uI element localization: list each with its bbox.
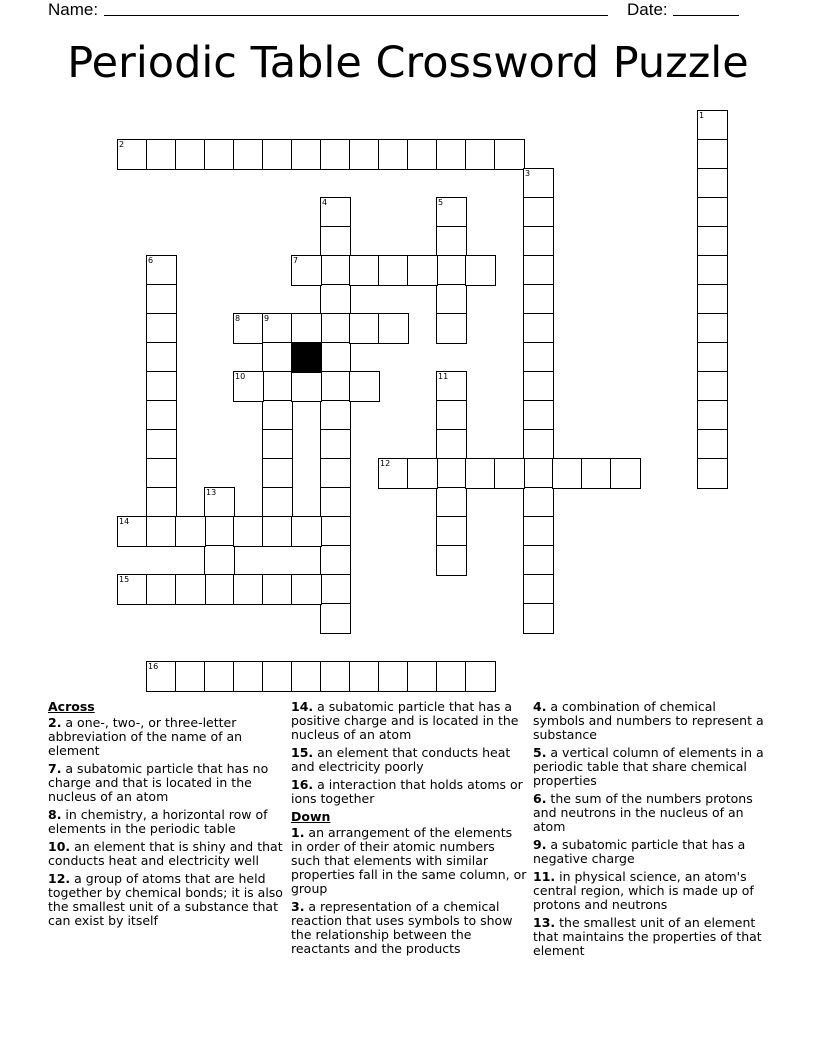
crossword-cell[interactable]	[204, 516, 235, 547]
crossword-cell[interactable]	[233, 516, 264, 547]
crossword-cell[interactable]	[378, 661, 409, 692]
crossword-cell[interactable]	[320, 226, 351, 257]
crossword-cell[interactable]	[436, 545, 467, 576]
crossword-cell[interactable]	[407, 139, 438, 170]
crossword-cell[interactable]	[233, 574, 264, 605]
down-heading: Down	[291, 809, 331, 824]
crossword-cell[interactable]	[320, 487, 351, 518]
crossword-cell[interactable]	[204, 487, 235, 518]
page-title: Periodic Table Crossword Puzzle	[67, 38, 749, 88]
clue-down: 9. a subatomic particle that has a negative charge	[533, 837, 746, 866]
clue-down: 4. a combination of chemical symbols and numbers to represent a substance	[533, 699, 764, 742]
crossword-cell[interactable]	[320, 574, 351, 605]
clue-number: 4	[322, 198, 328, 207]
crossword-cell[interactable]	[262, 574, 293, 605]
crossword-cell[interactable]	[175, 516, 206, 547]
clue-across: 15. an element that conducts heat and electricity poorly	[291, 745, 511, 774]
crossword-cell[interactable]	[436, 487, 467, 518]
crossword-cell[interactable]	[204, 545, 235, 576]
crossword-cell[interactable]	[204, 139, 235, 170]
crossword-cell[interactable]	[320, 255, 351, 286]
clue-number: 2	[119, 140, 125, 149]
crossword-cell[interactable]	[581, 458, 612, 489]
crossword-cell[interactable]	[349, 255, 380, 286]
crossword-cell[interactable]	[233, 139, 264, 170]
crossword-cell[interactable]	[407, 458, 438, 489]
crossword-cell[interactable]	[523, 284, 554, 315]
crossword-cell[interactable]	[320, 342, 351, 373]
crossword-cell[interactable]	[552, 458, 583, 489]
crossword-cell[interactable]	[146, 400, 177, 431]
crossword-cell[interactable]	[320, 661, 351, 692]
crossword-cell[interactable]	[523, 226, 554, 257]
crossword-cell[interactable]	[146, 371, 177, 402]
crossword-cell[interactable]	[262, 429, 293, 460]
crossword-cell[interactable]	[262, 516, 293, 547]
clue-number: 16	[148, 662, 159, 671]
crossword-cell[interactable]	[349, 139, 380, 170]
crossword-cell[interactable]	[697, 313, 728, 344]
crossword-cell[interactable]	[320, 139, 351, 170]
crossword-cell[interactable]	[349, 661, 380, 692]
crossword-cell[interactable]	[523, 313, 554, 344]
crossword-cell[interactable]	[697, 139, 728, 170]
clue-across: 14. a subatomic particle that has a positive charge and is located in the nucleus of an atom	[291, 699, 519, 742]
crossword-cell[interactable]	[146, 516, 177, 547]
crossword-cell[interactable]	[291, 516, 322, 547]
crossword-cell[interactable]	[436, 458, 467, 489]
clue-down: 13. the smallest unit of an element that maintains the properties of that element	[533, 915, 762, 958]
crossword-cell[interactable]	[378, 313, 409, 344]
crossword-cell[interactable]	[262, 139, 293, 170]
crossword-cell[interactable]	[523, 371, 554, 402]
crossword-cell[interactable]	[436, 197, 467, 228]
clue-number: 14	[119, 517, 130, 526]
crossword-cell[interactable]	[523, 429, 554, 460]
crossword-cell[interactable]	[175, 574, 206, 605]
crossword-cell[interactable]	[697, 226, 728, 257]
crossword-cell[interactable]	[320, 458, 351, 489]
crossword-cell[interactable]	[262, 342, 293, 373]
crossword-cell[interactable]	[146, 574, 177, 605]
crossword-cell[interactable]	[523, 197, 554, 228]
crossword-cell[interactable]	[117, 516, 148, 547]
crossword-cell[interactable]	[117, 574, 148, 605]
crossword-cell[interactable]	[291, 139, 322, 170]
crossword-cell[interactable]	[262, 661, 293, 692]
clue-number: 12	[380, 459, 391, 468]
crossword-cell[interactable]	[697, 458, 728, 489]
crossword-cell[interactable]	[436, 139, 467, 170]
crossword-cell[interactable]	[436, 516, 467, 547]
crossword-cell[interactable]	[320, 400, 351, 431]
crossword-cell[interactable]	[146, 458, 177, 489]
crossword-cell[interactable]	[291, 313, 322, 344]
crossword-cell[interactable]	[697, 429, 728, 460]
crossword-cell[interactable]	[465, 255, 496, 286]
name-label: Name:	[48, 0, 99, 19]
crossword-cell[interactable]	[697, 255, 728, 286]
crossword-cell[interactable]	[610, 458, 641, 489]
crossword-cell[interactable]	[494, 458, 525, 489]
crossword-cell[interactable]	[146, 139, 177, 170]
crossword-cell[interactable]	[291, 371, 322, 402]
crossword-cell[interactable]	[262, 487, 293, 518]
clue-across: 10. an element that is shiny and that conducts heat and electricity well	[48, 839, 283, 868]
crossword-cell[interactable]	[291, 661, 322, 692]
crossword-cell[interactable]	[697, 371, 728, 402]
crossword-cell[interactable]	[697, 197, 728, 228]
crossword-cell[interactable]	[436, 284, 467, 315]
crossword-cell[interactable]	[436, 661, 467, 692]
crossword-cell[interactable]	[175, 661, 206, 692]
clue-across: 8. in chemistry, a horizontal row of elements in the periodic table	[48, 807, 268, 836]
clue-number: 10	[235, 372, 246, 381]
clue-number: 1	[699, 111, 705, 120]
crossword-cell[interactable]	[320, 603, 351, 634]
clue-number: 6	[148, 256, 154, 265]
clue-down: 3. a representation of a chemical reaction that uses symbols to show the relationship between the reactants and the products	[291, 899, 513, 956]
clue-down: 6. the sum of the numbers protons and neutrons in the nucleus of an atom	[533, 791, 753, 834]
crossword-cell[interactable]	[320, 284, 351, 315]
crossword-cell[interactable]	[146, 487, 177, 518]
crossword-cell[interactable]	[320, 197, 351, 228]
crossword-cell[interactable]	[291, 255, 322, 286]
crossword-cell[interactable]	[523, 545, 554, 576]
crossword-cell[interactable]	[523, 574, 554, 605]
clue-number: 15	[119, 575, 130, 584]
crossword-cell[interactable]	[697, 110, 728, 141]
clue-across: 7. a subatomic particle that has no charge and that is located in the nucleus of an atom	[48, 761, 269, 804]
crossword-cell[interactable]	[262, 400, 293, 431]
crossword-cell[interactable]	[436, 226, 467, 257]
clue-number: 13	[206, 488, 217, 497]
clue-number: 5	[438, 198, 444, 207]
crossword-cell[interactable]	[436, 429, 467, 460]
clue-across: 16. a interaction that holds atoms or ions together	[291, 777, 523, 806]
crossword-cell[interactable]	[378, 255, 409, 286]
clue-number: 3	[525, 169, 531, 178]
crossword-cell[interactable]	[465, 458, 496, 489]
crossword-cell[interactable]	[146, 255, 177, 286]
crossword-cell[interactable]	[146, 429, 177, 460]
crossword-cell[interactable]	[436, 313, 467, 344]
crossword-cell[interactable]	[117, 139, 148, 170]
crossword-cell[interactable]	[407, 255, 438, 286]
clue-down: 1. an arrangement of the elements in order of their atomic numbers such that elements with similar properties fall in the same column, or group	[291, 825, 527, 896]
crossword-cell[interactable]	[204, 661, 235, 692]
clue-across: 2. a one-, two-, or three-letter abbreviation of the name of an element	[48, 715, 243, 758]
crossword-cell[interactable]	[349, 371, 380, 402]
clue-down: 11. in physical science, an atom's central region, which is made up of protons and neutrons	[533, 869, 754, 912]
date-label: Date:	[627, 0, 668, 19]
crossword-cell[interactable]	[436, 400, 467, 431]
crossword-cell[interactable]	[697, 400, 728, 431]
clue-number: 7	[293, 256, 299, 265]
crossword-cell[interactable]	[262, 458, 293, 489]
crossword-cell[interactable]	[204, 574, 235, 605]
crossword-cell[interactable]	[320, 545, 351, 576]
clue-number: 11	[438, 372, 449, 381]
crossword-cell[interactable]	[320, 429, 351, 460]
crossword-cell[interactable]	[407, 661, 438, 692]
crossword-cell[interactable]	[146, 342, 177, 373]
crossword-cell[interactable]	[320, 516, 351, 547]
crossword-cell[interactable]	[146, 284, 177, 315]
crossword-cell[interactable]	[262, 313, 293, 344]
crossword-cell[interactable]	[494, 139, 525, 170]
crossword-cell[interactable]	[697, 342, 728, 373]
crossword-cell[interactable]	[523, 255, 554, 286]
blocked-cell	[291, 342, 322, 373]
crossword-cell[interactable]	[465, 661, 496, 692]
clue-number: 8	[235, 314, 241, 323]
crossword-cell[interactable]	[349, 313, 380, 344]
crossword-cell[interactable]	[320, 313, 351, 344]
clue-across: 12. a group of atoms that are held together by chemical bonds; it is also the smallest unit of a substance that can exist by itself	[48, 871, 283, 928]
crossword-cell[interactable]	[523, 342, 554, 373]
across-heading: Across	[48, 699, 95, 714]
crossword-cell[interactable]	[523, 458, 554, 489]
crossword-cell[interactable]	[523, 516, 554, 547]
crossword-cell[interactable]	[233, 661, 264, 692]
clue-number: 9	[264, 314, 270, 323]
crossword-cell[interactable]	[523, 400, 554, 431]
crossword-cell[interactable]	[175, 139, 206, 170]
crossword-cell[interactable]	[436, 255, 467, 286]
crossword-cell[interactable]	[146, 661, 177, 692]
clue-column-1	[48, 700, 284, 932]
crossword-cell[interactable]	[233, 313, 264, 344]
crossword-cell[interactable]	[697, 168, 728, 199]
clue-column-2	[291, 700, 527, 960]
crossword-cell[interactable]	[233, 371, 264, 402]
crossword-cell[interactable]	[523, 603, 554, 634]
crossword-cell[interactable]	[465, 139, 496, 170]
crossword-cell[interactable]	[697, 284, 728, 315]
crossword-cell[interactable]	[291, 574, 322, 605]
crossword-cell[interactable]	[262, 371, 293, 402]
crossword-cell[interactable]	[378, 139, 409, 170]
crossword-cell[interactable]	[378, 458, 409, 489]
crossword-cell[interactable]	[320, 371, 351, 402]
crossword-cell[interactable]	[146, 313, 177, 344]
crossword-cell[interactable]	[523, 487, 554, 518]
clue-down: 5. a vertical column of elements in a periodic table that share chemical properties	[533, 745, 764, 788]
crossword-cell[interactable]	[436, 371, 467, 402]
clue-column-3	[533, 700, 769, 962]
crossword-cell[interactable]	[523, 168, 554, 199]
